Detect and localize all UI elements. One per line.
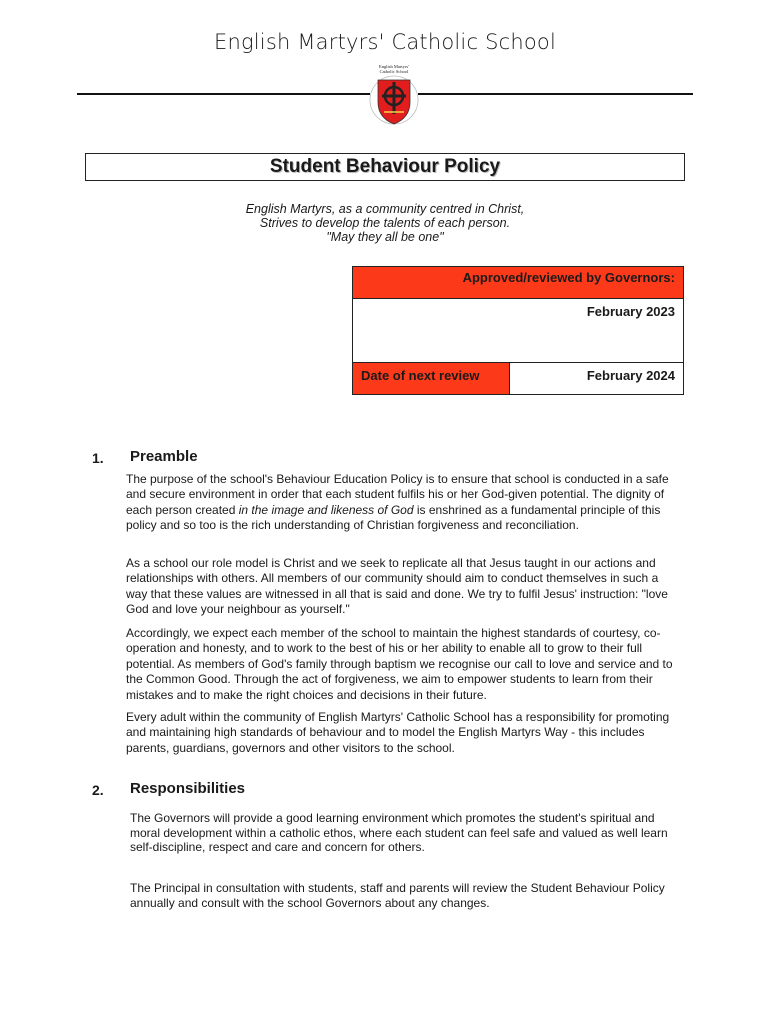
p1-text-start: The purpose of the school's Behaviour Education Policy is to ensure that school is conducted in a safe and secure environment in order that each student fulfils his or her God-given potential. The dignity of each person created (126, 472, 669, 517)
next-review-label: Date of next review (353, 363, 510, 395)
school-crest (366, 64, 422, 128)
s2-p1b-text: self-discipline, respect and care and concern for others. (130, 840, 425, 855)
section-1-paragraph-3 (126, 626, 681, 703)
crest-shield-icon (366, 74, 422, 126)
section-2-paragraph-1 (130, 811, 682, 855)
next-review-date: February 2024 (510, 363, 684, 395)
crest-caption-line2: Catholic School (379, 69, 409, 74)
policy-title: Student Behaviour Policy (85, 153, 685, 181)
crest-caption-line1: English Martyrs' (379, 64, 409, 69)
motto-line-3: "May they all be one" (326, 230, 444, 244)
motto-line-2: Strives to develop the talents of each person. (259, 216, 511, 230)
section-1-number: 1. (92, 450, 104, 466)
school-name: English Martyrs' Catholic School (213, 30, 556, 54)
p1-italic-phrase: in the image and likeness of God (238, 502, 414, 517)
section-1-heading: Preamble (130, 448, 198, 465)
s2-p1-text: The Governors will provide a good learning environment which promotes the student's spiritual and moral development within a catholic ethos, where each student can feel safe and valued as well learn (130, 811, 668, 840)
s2-p2-text: The Principal in consultation with students, staff and parents will review the Student Behaviour Policy annually and consult with the school Governors about any changes. (130, 881, 665, 910)
p4-text: Every adult within the community of English Martyrs' Catholic School has a responsibility for promoting and maintaining high standards of behaviour and to model the English Martyrs Way - this includes parents, guardians, governors and other visitors to the school. (126, 710, 670, 755)
header-rule-left (77, 93, 370, 95)
approved-date: February 2023 (353, 299, 684, 363)
p2-text: As a school our role model is Christ and we seek to replicate all that Jesus taught in our actions and relationships with others. All members of our community should aim to conduct themselves in such a way that these values are witnessed in all that is said and done. We try to fulfil Jesus' instruction: "love God and love your neighbour as yourself." (126, 556, 668, 617)
section-1-paragraph-2 (126, 556, 681, 618)
section-2-paragraph-2 (130, 881, 682, 910)
approved-label: Approved/reviewed by Governors: (353, 267, 684, 299)
header-rule-right (418, 93, 693, 95)
section-1-paragraph-1 (126, 472, 681, 534)
p3-text: Accordingly, we expect each member of the school to maintain the highest standards of courtesy, co-operation and honesty, and to work to the best of his or her ability to enable all to grow to their full potential. As members of God's family through baptism we recognise our call to love and service and to the Common Good. Through the act of forgiveness, we aim to empower students to learn from their mistakes and to make the right choices and decisions in their future. (126, 626, 673, 702)
p1-text-end: is enshrined as a fundamental principle of this policy and so too is the rich understanding of Christian forgiveness and reconciliation. (126, 502, 661, 533)
governors-review-table (352, 266, 684, 395)
section-1-paragraph-4 (126, 710, 681, 756)
section-2-heading: Responsibilities (130, 780, 246, 797)
motto-line-1: English Martyrs, as a community centred in Christ, (245, 202, 525, 216)
section-2-number: 2. (92, 782, 104, 798)
